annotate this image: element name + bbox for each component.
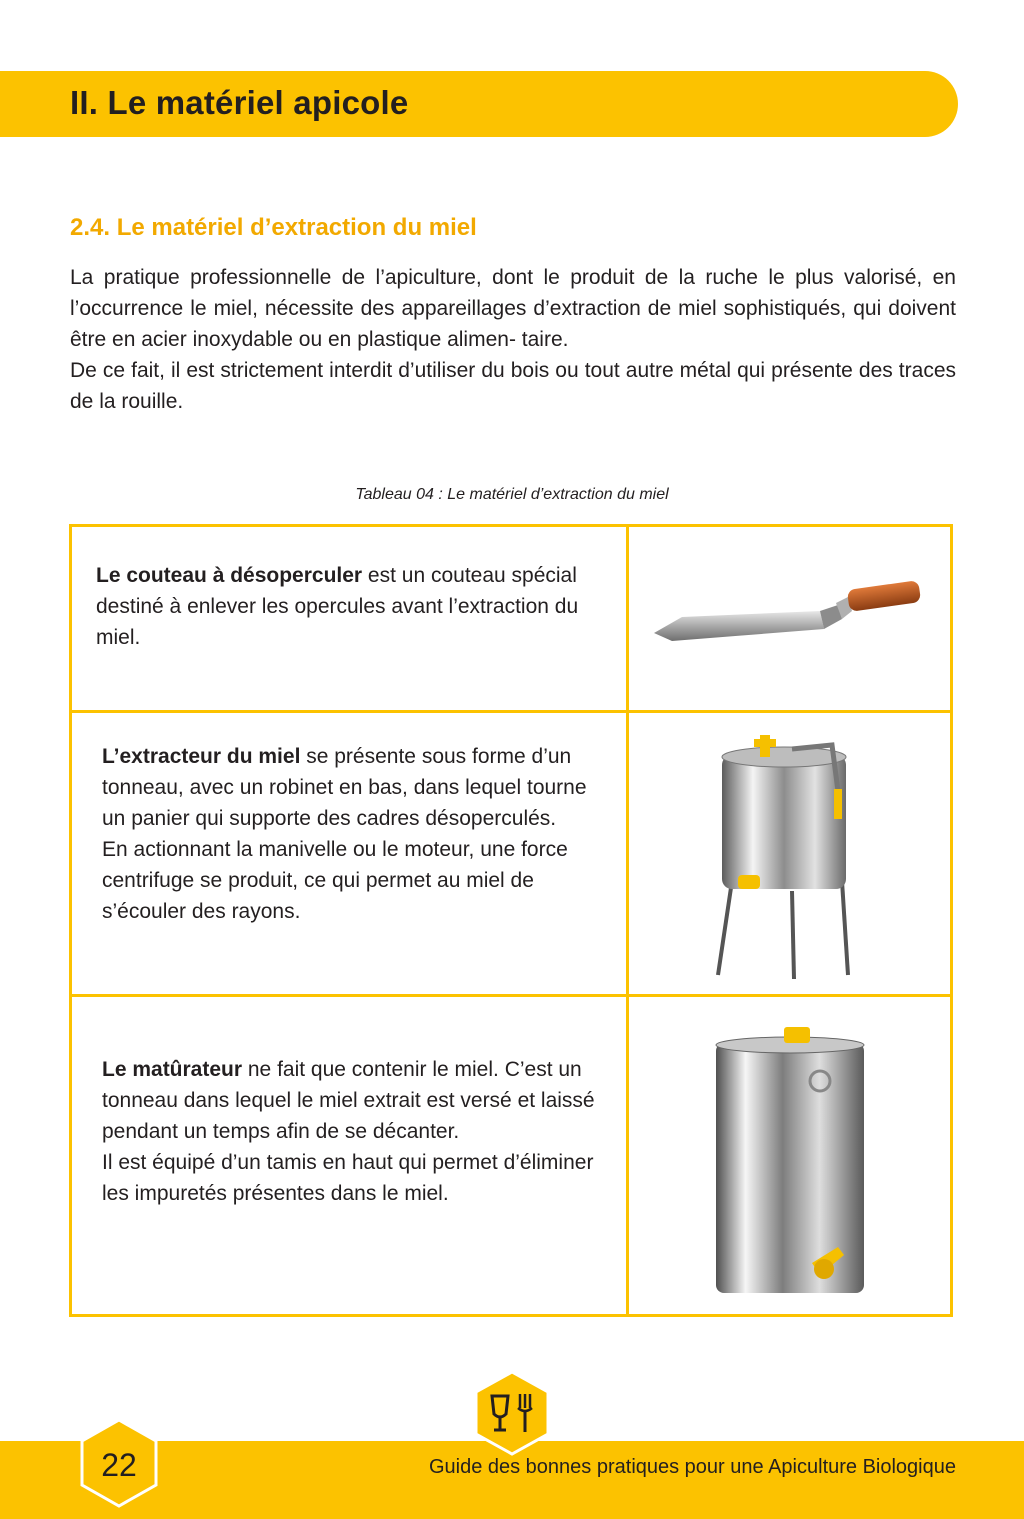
page-number: 22 bbox=[101, 1447, 137, 1483]
extractor-description: se présente sous forme d’un tonneau, avec un robinet en bas, dans lequel tourne un panier qui supporte des cadres désoperculés. bbox=[102, 745, 587, 830]
section-heading: 2.4. Le matériel d’extraction du miel bbox=[70, 214, 477, 241]
food-contact-icon bbox=[474, 1370, 550, 1456]
extractor-term: L’extracteur du miel bbox=[102, 745, 301, 768]
row-divider bbox=[72, 994, 950, 997]
honey-extractor-image bbox=[702, 731, 872, 981]
table-row-maturator-text bbox=[102, 1054, 612, 1209]
maturator-extra: Il est équipé d’un tamis en haut qui permet d’éliminer les impuretés présentes dans le miel. bbox=[102, 1151, 594, 1205]
equipment-table bbox=[69, 524, 953, 1317]
extractor-extra: En actionnant la manivelle ou le moteur, une force centrifuge se produit, ce qui permet au miel de s’écouler des rayons. bbox=[102, 838, 568, 923]
knife-term: Le couteau à désoperculer bbox=[96, 564, 363, 587]
intro-text bbox=[70, 262, 956, 417]
row-divider bbox=[72, 710, 950, 713]
intro-paragraph-2: De ce fait, il est strictement interdit d’utiliser du bois ou tout autre métal qui présente des traces de la rouille. bbox=[70, 359, 956, 413]
table-row-knife-text bbox=[96, 560, 606, 653]
guide-title: Guide des bonnes pratiques pour une Apiculture Biologique bbox=[428, 1456, 956, 1478]
intro-paragraph-1: La pratique professionnelle de l’apiculture, dont le produit de la ruche le plus valorisé, en l’occurrence le miel, nécessite des appareillages d’extraction de miel sophistiqués, qui doivent être en acier inoxydable ou en plastique alimen- taire. bbox=[70, 266, 956, 351]
maturator-description: ne fait que contenir le miel. C’est un tonneau dans lequel le miel extrait est versé et laissé pendant un temps afin de se décanter. bbox=[102, 1058, 595, 1143]
honey-maturator-image bbox=[708, 1023, 868, 1299]
column-divider bbox=[626, 527, 629, 1314]
maturator-term: Le matûrateur bbox=[102, 1058, 243, 1081]
uncapping-knife-image bbox=[652, 575, 922, 647]
table-row-extractor-text bbox=[102, 741, 612, 927]
table-caption: Tableau 04 : Le matériel d’extraction du miel bbox=[355, 486, 669, 503]
knife-description: est un couteau spécial destiné à enlever les opercules avant l’extraction du miel. bbox=[96, 564, 579, 649]
chapter-title: II. Le matériel apicole bbox=[70, 84, 409, 121]
